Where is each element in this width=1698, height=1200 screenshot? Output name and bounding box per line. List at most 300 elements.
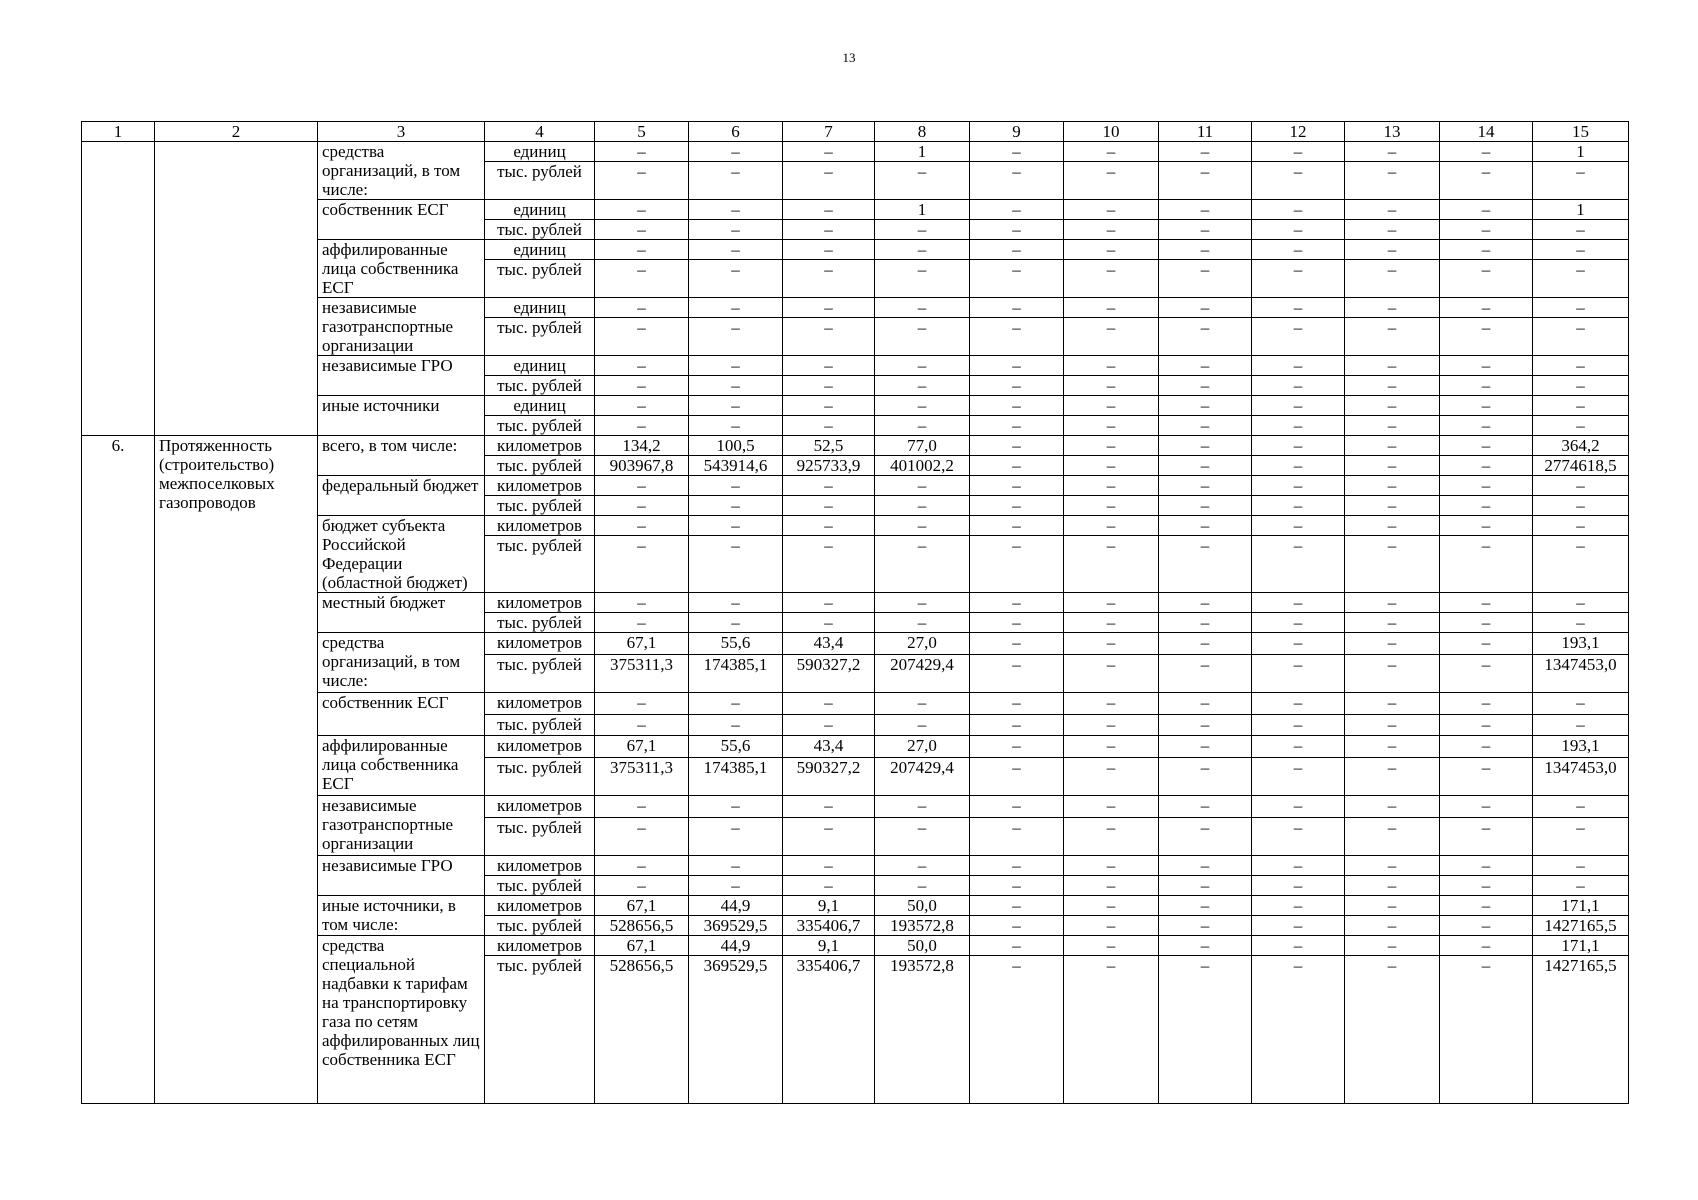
value-cell: 925733,9	[783, 456, 875, 476]
value-cell: –	[970, 476, 1064, 496]
value-cell: –	[875, 856, 970, 876]
value-cell: –	[689, 593, 783, 613]
value-cell: –	[1252, 298, 1345, 318]
value-cell: –	[1064, 613, 1159, 633]
value-cell: –	[1345, 356, 1440, 376]
value-cell: –	[595, 260, 689, 298]
value-cell: –	[1064, 758, 1159, 796]
value-cell: 50,0	[875, 936, 970, 956]
value-cell: –	[1064, 220, 1159, 240]
value-cell: –	[1064, 818, 1159, 856]
value-cell: –	[875, 396, 970, 416]
value-cell: –	[1440, 260, 1533, 298]
value-cell: –	[1440, 200, 1533, 220]
value-cell: –	[1440, 758, 1533, 796]
unit-cell: тыс. рублей	[485, 536, 595, 593]
value-cell: –	[970, 633, 1064, 655]
value-cell: –	[1440, 396, 1533, 416]
value-cell: –	[970, 298, 1064, 318]
value-cell: –	[1064, 593, 1159, 613]
value-cell: –	[875, 298, 970, 318]
value-cell: 67,1	[595, 736, 689, 758]
value-cell: –	[783, 200, 875, 220]
unit-cell: единиц	[485, 396, 595, 416]
value-cell: –	[1159, 916, 1252, 936]
value-cell: –	[1252, 456, 1345, 476]
value-cell: –	[1440, 818, 1533, 856]
value-cell: –	[1064, 516, 1159, 536]
value-cell: –	[1159, 162, 1252, 200]
value-cell: –	[1064, 655, 1159, 693]
unit-cell: тыс. рублей	[485, 876, 595, 896]
value-cell: –	[1345, 936, 1440, 956]
value-cell: –	[595, 516, 689, 536]
value-cell: 369529,5	[689, 916, 783, 936]
value-cell: –	[1440, 655, 1533, 693]
value-cell: 43,4	[783, 736, 875, 758]
unit-cell: единиц	[485, 200, 595, 220]
value-cell: –	[1064, 436, 1159, 456]
value-cell: –	[1533, 693, 1629, 715]
value-cell: 590327,2	[783, 758, 875, 796]
unit-cell: километров	[485, 516, 595, 536]
table-row	[82, 142, 1629, 162]
value-cell: –	[970, 260, 1064, 298]
value-cell: –	[970, 956, 1064, 1104]
value-cell: –	[1345, 693, 1440, 715]
value-cell: –	[875, 593, 970, 613]
value-cell: 55,6	[689, 736, 783, 758]
value-cell: –	[783, 818, 875, 856]
value-cell: –	[1064, 876, 1159, 896]
value-cell: –	[1064, 240, 1159, 260]
value-cell: –	[970, 936, 1064, 956]
value-cell: –	[1159, 456, 1252, 476]
value-cell: 369529,5	[689, 956, 783, 1104]
unit-cell: единиц	[485, 240, 595, 260]
value-cell: 207429,4	[875, 655, 970, 693]
value-cell: 1347453,0	[1533, 758, 1629, 796]
value-cell: –	[1533, 318, 1629, 356]
value-cell: –	[783, 693, 875, 715]
value-cell: –	[1252, 916, 1345, 936]
value-cell: –	[1533, 240, 1629, 260]
unit-cell: тыс. рублей	[485, 416, 595, 436]
value-cell: –	[595, 376, 689, 396]
value-cell: –	[1159, 876, 1252, 896]
value-cell: –	[689, 693, 783, 715]
value-cell: –	[783, 536, 875, 593]
value-cell: –	[1440, 856, 1533, 876]
value-cell: –	[1345, 240, 1440, 260]
value-cell: –	[783, 613, 875, 633]
value-cell: –	[595, 476, 689, 496]
value-cell: 401002,2	[875, 456, 970, 476]
value-cell: –	[1345, 896, 1440, 916]
value-cell: 2774618,5	[1533, 456, 1629, 476]
value-cell: –	[1345, 536, 1440, 593]
source-label: федеральный бюджет	[318, 476, 485, 516]
value-cell: –	[970, 356, 1064, 376]
unit-cell: километров	[485, 896, 595, 916]
value-cell: 193,1	[1533, 633, 1629, 655]
value-cell: –	[595, 856, 689, 876]
value-cell: –	[1159, 956, 1252, 1104]
value-cell: –	[875, 220, 970, 240]
value-cell: –	[1345, 436, 1440, 456]
value-cell: –	[1159, 896, 1252, 916]
value-cell: –	[875, 496, 970, 516]
header-row	[82, 122, 1629, 142]
value-cell: –	[1440, 220, 1533, 240]
value-cell: 50,0	[875, 896, 970, 916]
value-cell: –	[783, 356, 875, 376]
value-cell: 903967,8	[595, 456, 689, 476]
value-cell: –	[1345, 593, 1440, 613]
value-cell: –	[1159, 356, 1252, 376]
value-cell: –	[1064, 142, 1159, 162]
value-cell: –	[1533, 260, 1629, 298]
value-cell: –	[1440, 142, 1533, 162]
unit-cell: тыс. рублей	[485, 318, 595, 356]
value-cell: –	[689, 536, 783, 593]
source-label: средства организаций, в том числе:	[318, 142, 485, 200]
value-cell: –	[1064, 298, 1159, 318]
value-cell: –	[689, 298, 783, 318]
source-label: местный бюджет	[318, 593, 485, 633]
value-cell: –	[1064, 715, 1159, 736]
unit-cell: километров	[485, 593, 595, 613]
value-cell: –	[1064, 376, 1159, 396]
value-cell: –	[1345, 916, 1440, 936]
value-cell: –	[689, 613, 783, 633]
value-cell: –	[1345, 758, 1440, 796]
value-cell: 171,1	[1533, 896, 1629, 916]
value-cell: –	[1159, 260, 1252, 298]
value-cell: 364,2	[1533, 436, 1629, 456]
unit-cell: километров	[485, 633, 595, 655]
value-cell: –	[783, 876, 875, 896]
value-cell: –	[1159, 298, 1252, 318]
value-cell: –	[875, 416, 970, 436]
value-cell: –	[595, 693, 689, 715]
value-cell: –	[1440, 736, 1533, 758]
value-cell: –	[689, 496, 783, 516]
value-cell: 67,1	[595, 633, 689, 655]
value-cell: –	[970, 456, 1064, 476]
value-cell: –	[875, 536, 970, 593]
value-cell: –	[1345, 856, 1440, 876]
value-cell: –	[1345, 715, 1440, 736]
value-cell: –	[1345, 260, 1440, 298]
value-cell: –	[783, 142, 875, 162]
source-label: средства специальной надбавки к тарифам на транспортировку газа по сетям аффилированных лиц собственника ЕСГ	[318, 936, 485, 1104]
value-cell: –	[783, 476, 875, 496]
value-cell: –	[875, 693, 970, 715]
value-cell: –	[970, 796, 1064, 818]
value-cell: –	[1064, 936, 1159, 956]
value-cell: –	[1064, 796, 1159, 818]
value-cell: 67,1	[595, 936, 689, 956]
header-cell: 12	[1252, 122, 1345, 142]
value-cell: –	[875, 356, 970, 376]
value-cell: –	[1440, 456, 1533, 476]
value-cell: –	[1159, 476, 1252, 496]
value-cell: –	[1159, 936, 1252, 956]
value-cell: –	[1345, 298, 1440, 318]
value-cell: 193,1	[1533, 736, 1629, 758]
unit-cell: тыс. рублей	[485, 715, 595, 736]
header-cell: 11	[1159, 122, 1252, 142]
value-cell: –	[1159, 613, 1252, 633]
value-cell: –	[1345, 142, 1440, 162]
value-cell: –	[1440, 593, 1533, 613]
header-cell: 5	[595, 122, 689, 142]
value-cell: –	[970, 693, 1064, 715]
source-label: средства организаций, в том числе:	[318, 633, 485, 693]
value-cell: –	[1533, 298, 1629, 318]
value-cell: –	[1064, 476, 1159, 496]
header-cell: 10	[1064, 122, 1159, 142]
unit-cell: тыс. рублей	[485, 456, 595, 476]
value-cell: –	[970, 536, 1064, 593]
value-cell: –	[1440, 376, 1533, 396]
source-label: иные источники	[318, 396, 485, 436]
value-cell: –	[1345, 876, 1440, 896]
value-cell: –	[1252, 876, 1345, 896]
value-cell: –	[1345, 416, 1440, 436]
value-cell: –	[1064, 736, 1159, 758]
value-cell: –	[875, 260, 970, 298]
value-cell: –	[1345, 396, 1440, 416]
value-cell: –	[970, 516, 1064, 536]
value-cell: –	[970, 818, 1064, 856]
value-cell: –	[1533, 715, 1629, 736]
value-cell: 1347453,0	[1533, 655, 1629, 693]
source-label: независимые газотранспортные организации	[318, 298, 485, 356]
value-cell: –	[1252, 956, 1345, 1104]
value-cell: –	[689, 856, 783, 876]
value-cell: –	[689, 220, 783, 240]
value-cell: –	[1064, 260, 1159, 298]
value-cell: –	[970, 318, 1064, 356]
value-cell: –	[970, 916, 1064, 936]
value-cell: 9,1	[783, 896, 875, 916]
header-cell: 6	[689, 122, 783, 142]
page-number: 13	[842, 50, 856, 65]
value-cell: –	[875, 818, 970, 856]
value-cell: –	[875, 516, 970, 536]
value-cell: –	[1440, 496, 1533, 516]
value-cell: –	[1440, 633, 1533, 655]
header-cell: 8	[875, 122, 970, 142]
value-cell: –	[595, 536, 689, 593]
value-cell: –	[689, 200, 783, 220]
source-label: всего, в том числе:	[318, 436, 485, 476]
value-cell: 1	[875, 200, 970, 220]
value-cell: –	[783, 376, 875, 396]
value-cell: –	[783, 856, 875, 876]
unit-cell: тыс. рублей	[485, 758, 595, 796]
unit-cell: километров	[485, 476, 595, 496]
value-cell: –	[689, 476, 783, 496]
value-cell: 43,4	[783, 633, 875, 655]
source-label: независимые ГРО	[318, 356, 485, 396]
header-cell: 2	[155, 122, 318, 142]
value-cell: –	[1064, 693, 1159, 715]
value-cell: –	[1252, 516, 1345, 536]
value-cell: 9,1	[783, 936, 875, 956]
source-label: аффилированные лица собственника ЕСГ	[318, 736, 485, 796]
value-cell: –	[595, 200, 689, 220]
value-cell: –	[875, 796, 970, 818]
value-cell: –	[1252, 736, 1345, 758]
value-cell: 44,9	[689, 896, 783, 916]
value-cell: –	[1252, 758, 1345, 796]
value-cell: –	[1159, 240, 1252, 260]
value-cell: –	[689, 715, 783, 736]
value-cell: –	[1440, 240, 1533, 260]
value-cell: –	[1533, 593, 1629, 613]
value-cell: –	[783, 496, 875, 516]
item-number: 6.	[82, 436, 155, 1104]
value-cell: –	[689, 796, 783, 818]
value-cell: –	[1440, 436, 1533, 456]
value-cell: –	[1440, 896, 1533, 916]
source-label: аффилированные лица собственника ЕСГ	[318, 240, 485, 298]
value-cell: –	[595, 142, 689, 162]
value-cell: –	[1533, 162, 1629, 200]
unit-cell: тыс. рублей	[485, 162, 595, 200]
value-cell: –	[970, 142, 1064, 162]
value-cell: 193572,8	[875, 956, 970, 1104]
value-cell: –	[1533, 796, 1629, 818]
unit-cell: километров	[485, 693, 595, 715]
value-cell: 171,1	[1533, 936, 1629, 956]
value-cell: –	[1533, 476, 1629, 496]
value-cell: –	[970, 240, 1064, 260]
value-cell: –	[689, 416, 783, 436]
value-cell: –	[689, 162, 783, 200]
value-cell: –	[595, 876, 689, 896]
value-cell: 174385,1	[689, 655, 783, 693]
value-cell: 375311,3	[595, 758, 689, 796]
value-cell: 193572,8	[875, 916, 970, 936]
value-cell: –	[783, 396, 875, 416]
value-cell: 1427165,5	[1533, 916, 1629, 936]
value-cell: –	[595, 416, 689, 436]
value-cell: –	[970, 896, 1064, 916]
value-cell: –	[1252, 220, 1345, 240]
value-cell: –	[689, 318, 783, 356]
value-cell: –	[1533, 613, 1629, 633]
unit-cell: тыс. рублей	[485, 220, 595, 240]
value-cell: –	[1064, 896, 1159, 916]
value-cell: 52,5	[783, 436, 875, 456]
header-cell: 9	[970, 122, 1064, 142]
value-cell: –	[970, 856, 1064, 876]
value-cell: –	[970, 376, 1064, 396]
source-label: независимые газотранспортные организации	[318, 796, 485, 856]
item-name: Протяженность (строительство) межпоселковых газопроводов	[155, 436, 318, 1104]
value-cell: –	[1345, 376, 1440, 396]
value-cell: –	[783, 796, 875, 818]
unit-cell: километров	[485, 736, 595, 758]
value-cell: –	[1440, 613, 1533, 633]
unit-cell: тыс. рублей	[485, 496, 595, 516]
value-cell: –	[1159, 318, 1252, 356]
unit-cell: тыс. рублей	[485, 916, 595, 936]
value-cell: –	[970, 736, 1064, 758]
unit-cell: километров	[485, 856, 595, 876]
value-cell: –	[1533, 536, 1629, 593]
value-cell: –	[1533, 220, 1629, 240]
value-cell: –	[1064, 496, 1159, 516]
value-cell: –	[1252, 655, 1345, 693]
value-cell: –	[595, 220, 689, 240]
value-cell: –	[1159, 593, 1252, 613]
header-cell: 3	[318, 122, 485, 142]
value-cell: –	[1252, 376, 1345, 396]
value-cell: 528656,5	[595, 916, 689, 936]
value-cell: –	[1440, 476, 1533, 496]
value-cell: –	[1252, 715, 1345, 736]
value-cell: –	[1252, 496, 1345, 516]
value-cell: –	[875, 476, 970, 496]
value-cell: –	[1533, 376, 1629, 396]
value-cell: –	[970, 416, 1064, 436]
value-cell: –	[1440, 916, 1533, 936]
value-cell: –	[1159, 496, 1252, 516]
value-cell: –	[1345, 476, 1440, 496]
value-cell: –	[783, 260, 875, 298]
value-cell: –	[875, 318, 970, 356]
value-cell: –	[1252, 796, 1345, 818]
value-cell: –	[689, 876, 783, 896]
value-cell: –	[970, 200, 1064, 220]
value-cell: –	[1252, 416, 1345, 436]
value-cell: –	[783, 318, 875, 356]
value-cell: 134,2	[595, 436, 689, 456]
value-cell: –	[1533, 856, 1629, 876]
unit-cell: километров	[485, 436, 595, 456]
value-cell: –	[970, 496, 1064, 516]
header-cell: 15	[1533, 122, 1629, 142]
value-cell: –	[970, 758, 1064, 796]
value-cell: –	[875, 240, 970, 260]
value-cell: 543914,6	[689, 456, 783, 476]
value-cell: –	[689, 516, 783, 536]
source-label: бюджет субъекта Российской Федерации (областной бюджет)	[318, 516, 485, 593]
value-cell: –	[595, 396, 689, 416]
value-cell: –	[1159, 516, 1252, 536]
unit-cell: тыс. рублей	[485, 613, 595, 633]
value-cell: –	[1159, 416, 1252, 436]
value-cell: –	[595, 593, 689, 613]
source-label: иные источники, в том числе:	[318, 896, 485, 936]
value-cell: –	[1440, 956, 1533, 1104]
value-cell: –	[1064, 416, 1159, 436]
value-cell: 44,9	[689, 936, 783, 956]
header-cell: 1	[82, 122, 155, 142]
value-cell: –	[1252, 476, 1345, 496]
value-cell: –	[1064, 162, 1159, 200]
value-cell: 335406,7	[783, 916, 875, 936]
value-cell: –	[595, 496, 689, 516]
value-cell: –	[875, 162, 970, 200]
unit-cell: тыс. рублей	[485, 655, 595, 693]
value-cell: –	[689, 376, 783, 396]
